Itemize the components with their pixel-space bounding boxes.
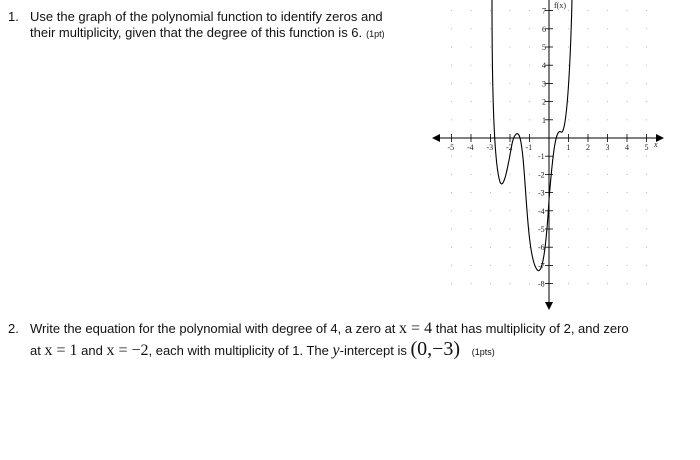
grid-dot (607, 283, 608, 284)
grid-dot (451, 265, 452, 266)
grid-dot (646, 101, 647, 102)
grid-dot (587, 210, 588, 211)
polynomial-curve (492, 0, 572, 271)
grid-dot (529, 119, 530, 120)
grid-dot (607, 156, 608, 157)
y-tick-label: 7 (542, 6, 546, 16)
x-tick-label: -5 (447, 143, 455, 152)
x-tick-label: 2 (586, 143, 590, 152)
grid-dot (490, 28, 491, 29)
grid-dot (529, 10, 530, 11)
question-2-text-b: that has multiplicity of 2, and zero (435, 321, 629, 336)
x-ticks (448, 134, 649, 152)
polynomial-graph (432, 0, 664, 310)
grid-dot (646, 83, 647, 84)
grid-dot (470, 119, 471, 120)
grid-dot (587, 192, 588, 193)
grid-dot (587, 83, 588, 84)
grid-dot (529, 83, 530, 84)
grid-dot (470, 174, 471, 175)
grid-dot (529, 46, 530, 47)
grid-dot (587, 247, 588, 248)
grid-dot (490, 10, 491, 11)
grid-dot (568, 119, 569, 120)
question-2-line1 (30, 321, 698, 337)
grid-dot (490, 210, 491, 211)
grid-dot (568, 283, 569, 284)
grid-dot (587, 101, 588, 102)
grid-dot (451, 192, 452, 193)
grid-dot (451, 247, 452, 248)
grid-dot (626, 283, 627, 284)
grid-dot (646, 46, 647, 47)
grid-dot (451, 210, 452, 211)
y-tick-label: -8 (538, 279, 545, 289)
grid-dot (490, 65, 491, 66)
grid-dot (451, 119, 452, 120)
grid-dot (607, 46, 608, 47)
grid-dot (646, 210, 647, 211)
question-2-text-a: Write the equation for the polynomial with degree of 4, a zero at (30, 321, 396, 336)
grid-dot (470, 10, 471, 11)
grid-dot (509, 28, 510, 29)
grid-dot (509, 46, 510, 47)
grid-dot (626, 46, 627, 47)
grid-dot (607, 247, 608, 248)
grid-dot (607, 101, 608, 102)
grid-dot (509, 101, 510, 102)
grid-dot (470, 101, 471, 102)
y-tick-label: 2 (542, 97, 546, 107)
grid-dot (626, 10, 627, 11)
grid-dot (451, 174, 452, 175)
grid-dot (509, 283, 510, 284)
grid-dot (626, 65, 627, 66)
x-tick-label: 4 (625, 143, 629, 152)
question-1-line2 (30, 25, 428, 42)
grid-dot (509, 228, 510, 229)
grid-dot (490, 228, 491, 229)
grid-dot (568, 101, 569, 102)
grid-dot (587, 174, 588, 175)
grid-dot (451, 101, 452, 102)
grid-dot (490, 101, 491, 102)
grid-dot (509, 65, 510, 66)
grid-dot (568, 192, 569, 193)
grid-dot (509, 265, 510, 266)
grid-dot (587, 283, 588, 284)
grid-dot (470, 46, 471, 47)
grid-dot (607, 83, 608, 84)
grid-dot (490, 119, 491, 120)
grid-dot (509, 210, 510, 211)
grid-dot (529, 247, 530, 248)
grid-dot (568, 265, 569, 266)
grid-dot (568, 174, 569, 175)
grid-dot (470, 28, 471, 29)
grid-dot (529, 283, 530, 284)
grid-dot (470, 156, 471, 157)
grid-dot (626, 210, 627, 211)
grid-dot (470, 210, 471, 211)
grid-dot (529, 101, 530, 102)
grid-dot (470, 247, 471, 248)
grid-dot (529, 192, 530, 193)
grid-dot (509, 10, 510, 11)
grid-dot (451, 46, 452, 47)
grid-dot (607, 119, 608, 120)
grid-dot (607, 228, 608, 229)
grid-dot (568, 65, 569, 66)
grid-dot (451, 283, 452, 284)
y-tick-label: -4 (538, 206, 545, 216)
grid-dot (470, 283, 471, 284)
question-2-line2 (30, 338, 698, 360)
grid-dot (587, 156, 588, 157)
grid-dot (626, 156, 627, 157)
y-tick-label: 5 (542, 43, 546, 52)
grid-dot (587, 46, 588, 47)
y-tick-label: 3 (542, 79, 546, 89)
grid-dot (490, 174, 491, 175)
y-tick-label: -6 (538, 243, 545, 253)
zero-x-equals-1: x = 1 (44, 342, 78, 359)
grid-dot (509, 83, 510, 84)
grid-dot (529, 65, 530, 66)
grid-dot (626, 174, 627, 175)
grid-dot (587, 265, 588, 266)
grid-dot (470, 265, 471, 266)
y-axis (545, 0, 553, 310)
grid-dot (646, 28, 647, 29)
grid-dot (626, 119, 627, 120)
grid-dot (626, 192, 627, 193)
grid-dot (568, 28, 569, 29)
grid-dot (490, 46, 491, 47)
grid-dot (529, 156, 530, 157)
grid-dot (529, 174, 530, 175)
y-variable: y (332, 342, 340, 359)
grid-dot (646, 174, 647, 175)
question-1-line2-text: their multiplicity, given that the degree of this function is 6. (30, 25, 363, 40)
grid-dot (568, 247, 569, 248)
grid-dot (568, 46, 569, 47)
zero-x-equals-4: x = 4 (399, 320, 433, 337)
grid-dot (470, 65, 471, 66)
grid-dot (451, 10, 452, 11)
grid-dot (451, 28, 452, 29)
question-2-text-f: -intercept is (339, 343, 407, 358)
grid-dot (587, 119, 588, 120)
x-tick-label: 3 (605, 143, 610, 152)
grid-dot (509, 119, 510, 120)
grid-dot (490, 156, 491, 157)
grid-dot (626, 228, 627, 229)
grid-dot (626, 265, 627, 266)
grid-dot (529, 265, 530, 266)
grid-dot (587, 10, 588, 11)
grid-dot (568, 228, 569, 229)
grid-dot (509, 192, 510, 193)
grid-dot (646, 65, 647, 66)
grid-dot (587, 228, 588, 229)
grid-dot (470, 228, 471, 229)
grid-dot (587, 28, 588, 29)
grid-dot (626, 83, 627, 84)
grid-dot (646, 10, 647, 11)
grid-dot (646, 247, 647, 248)
grid-dot (607, 192, 608, 193)
x-tick-label: -1 (525, 143, 533, 152)
grid-dot (509, 174, 510, 175)
question-2-text-e: , each with multiplicity of 1. The (148, 343, 329, 358)
grid-dot (626, 101, 627, 102)
question-1-number: 1. (8, 9, 19, 24)
grid-dot (607, 210, 608, 211)
grid-dot (607, 265, 608, 266)
y-tick-label: 1 (542, 115, 546, 125)
question-2 (8, 321, 698, 360)
y-tick-label: -5 (538, 225, 545, 234)
grid-dot (451, 228, 452, 229)
grid-dot (490, 283, 491, 284)
question-1-line1: Use the graph of the polynomial function to identify zeros and (30, 9, 383, 24)
grid-dot (607, 174, 608, 175)
y-tick-label: 6 (542, 24, 546, 34)
grid-dot (451, 83, 452, 84)
grid-dot (607, 10, 608, 11)
grid-dot (529, 28, 530, 29)
grid-dot (646, 119, 647, 120)
grid-dot (626, 28, 627, 29)
y-axis-down-arrow (545, 302, 553, 310)
grid-dot (490, 83, 491, 84)
grid-dot (607, 28, 608, 29)
grid-dot (470, 83, 471, 84)
grid-dot (490, 247, 491, 248)
grid-dot (509, 247, 510, 248)
question-2-text-c: at (30, 343, 41, 358)
x-tick-label: -4 (467, 143, 474, 152)
grid-dot (490, 265, 491, 266)
y-tick-label: -3 (538, 188, 545, 198)
x-tick-label: 5 (644, 143, 649, 152)
grid-dot (529, 210, 530, 211)
grid-dot (451, 156, 452, 157)
x-tick-label: -2 (506, 143, 513, 152)
y-tick-label: -1 (538, 152, 545, 162)
grid-dot (646, 283, 647, 284)
grid-dot (568, 10, 569, 11)
y-intercept-point: (0,−3) (410, 338, 461, 360)
x-tick-label: -3 (486, 143, 494, 152)
x-axis-label: x (654, 140, 658, 149)
y-tick-label: 4 (542, 61, 546, 71)
x-axis-left-arrow (432, 134, 440, 142)
grid-dot (646, 265, 647, 266)
grid-dot (490, 192, 491, 193)
question-2-number: 2. (8, 321, 19, 336)
grid-dot (451, 65, 452, 66)
grid-dot (568, 156, 569, 157)
grid-dot (587, 65, 588, 66)
grid-dot (646, 228, 647, 229)
grid-dot (607, 65, 608, 66)
y-tick-label: -2 (538, 170, 545, 180)
grid-dot (470, 192, 471, 193)
zero-x-equals-neg2: x = −2 (106, 342, 149, 359)
question-1-points: (1pt) (366, 29, 385, 39)
function-label: f(x) (554, 1, 566, 10)
grid-dot (646, 192, 647, 193)
question-2-points: (1pts) (471, 347, 495, 357)
x-tick-label: 1 (566, 143, 571, 152)
x-axis (432, 134, 664, 142)
question-2-text-d: and (81, 343, 103, 358)
question-1 (8, 9, 428, 42)
grid-dot (646, 156, 647, 157)
grid-dot (626, 247, 627, 248)
grid-dot (568, 210, 569, 211)
y-tick-label: -7 (538, 261, 545, 271)
